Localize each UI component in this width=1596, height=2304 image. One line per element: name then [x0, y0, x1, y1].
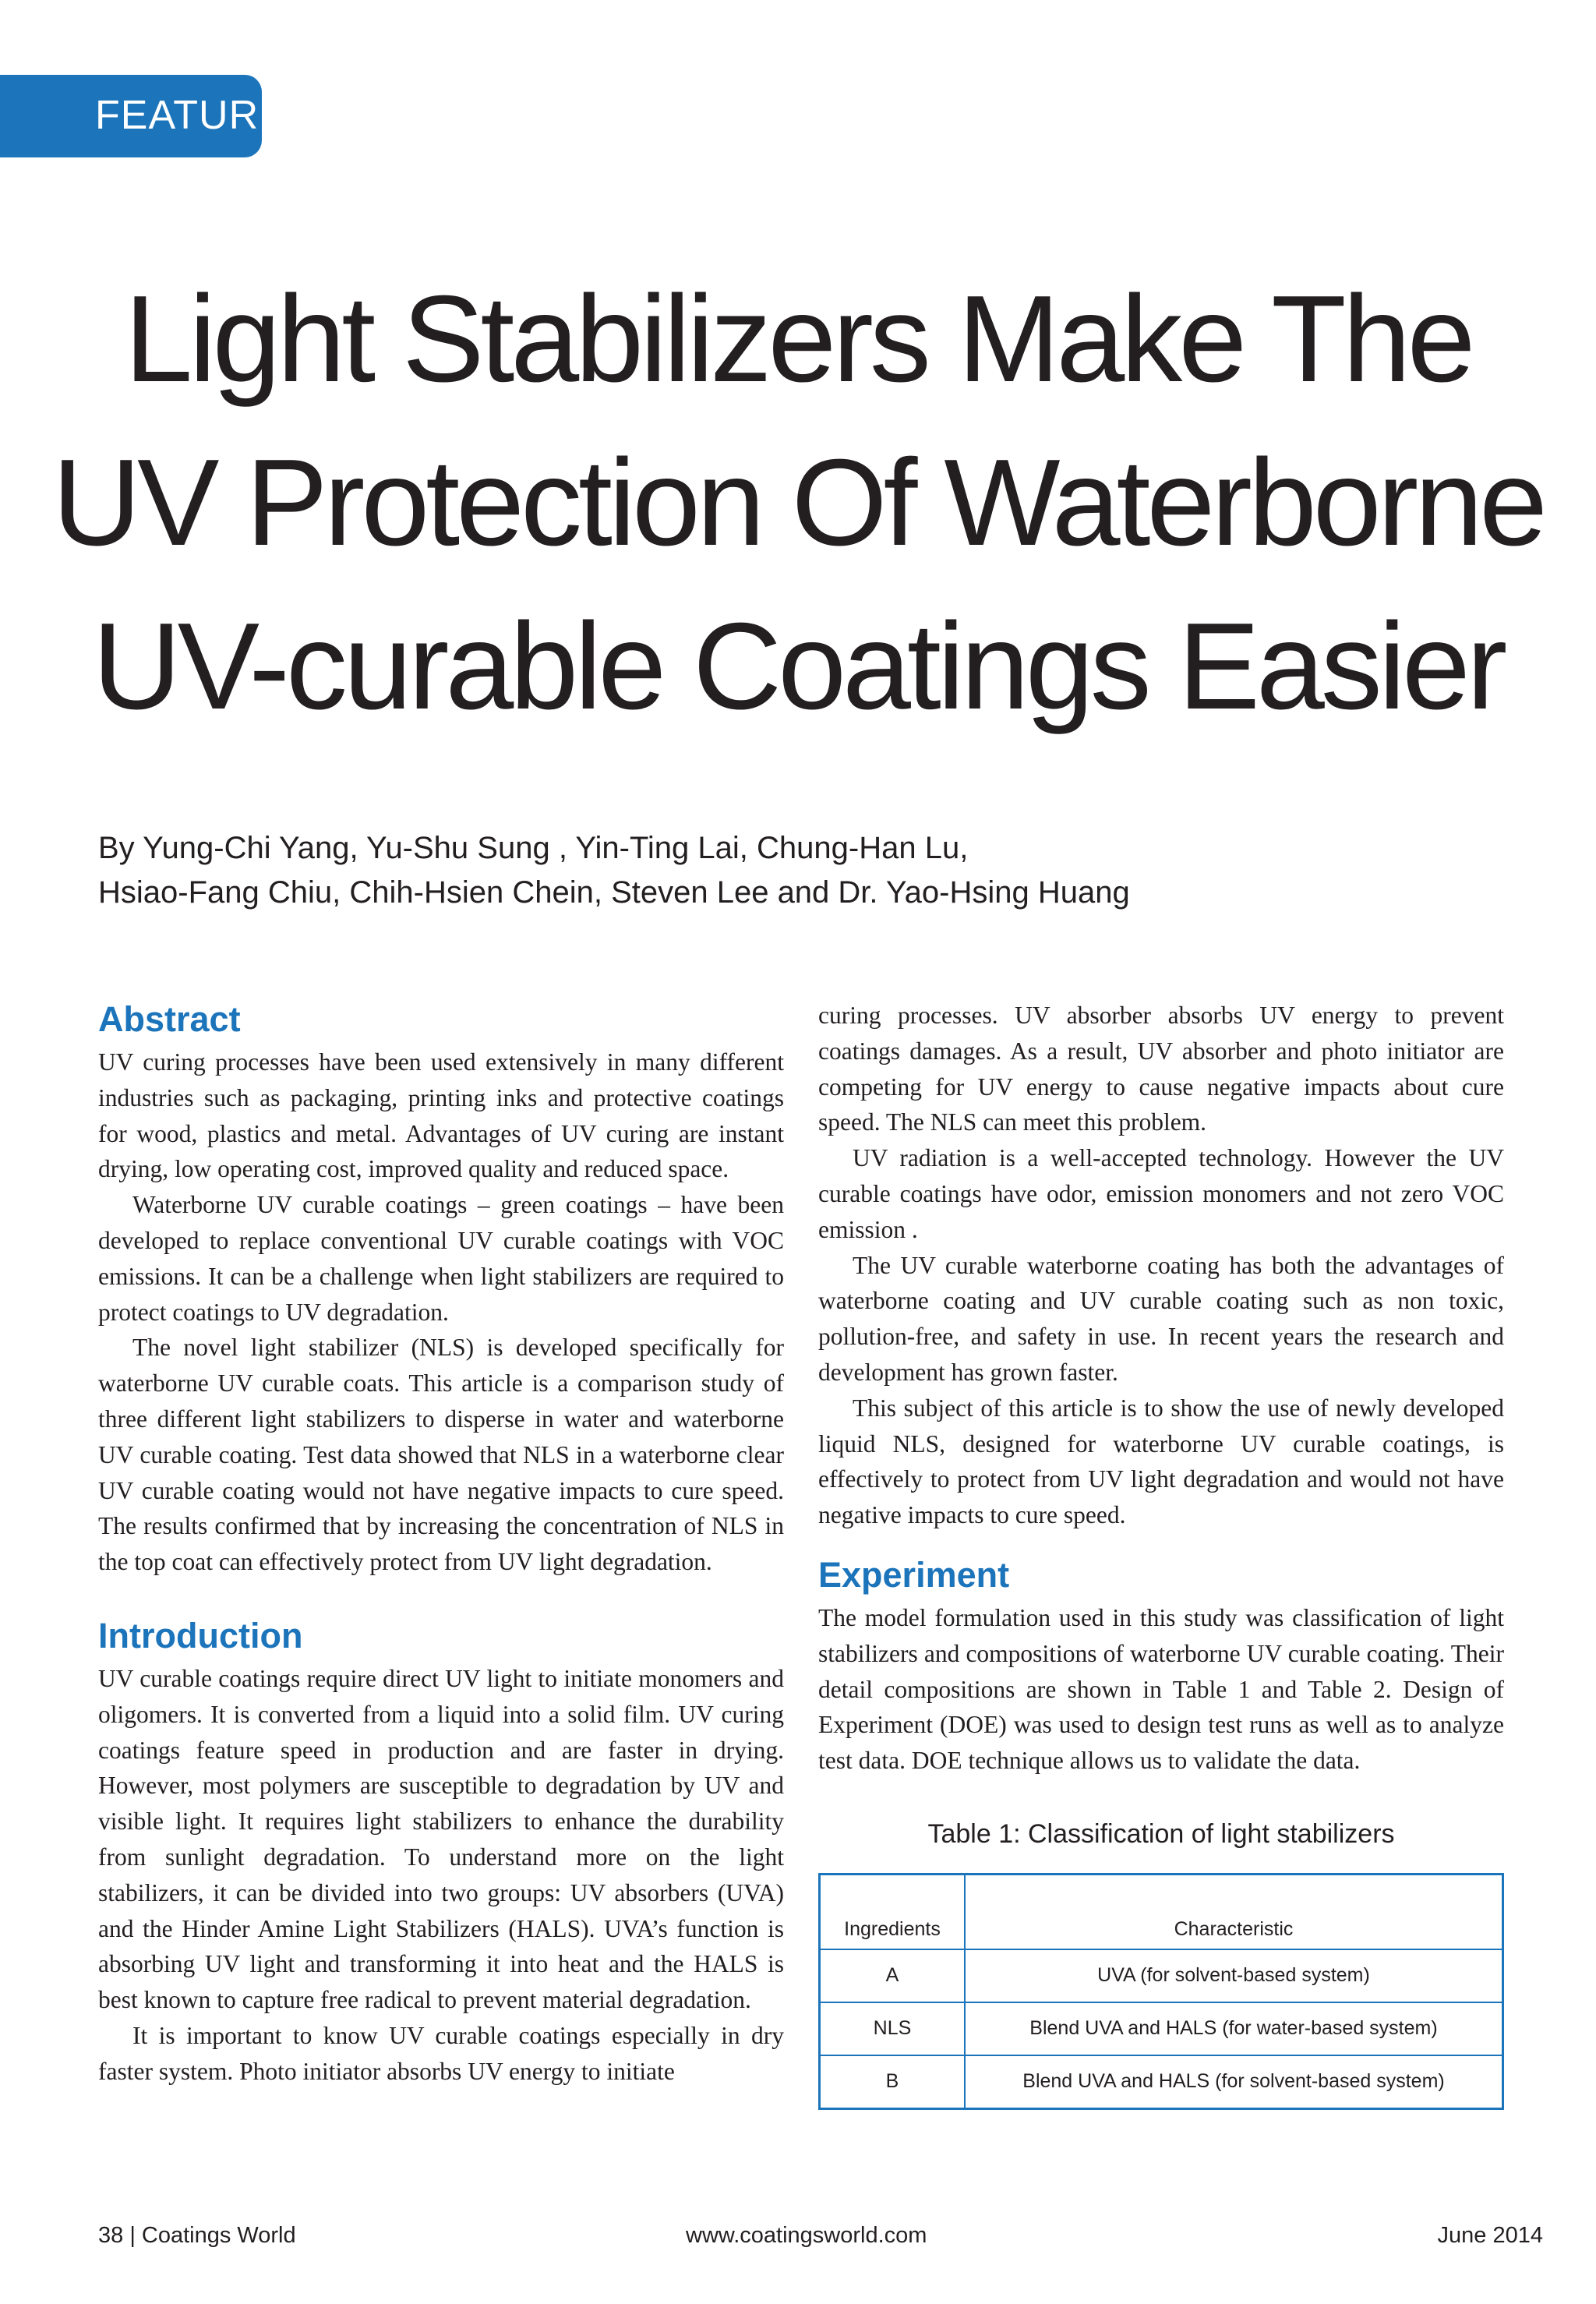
introduction-paragraph-continued: curing processes. UV absorber absorbs UV energy to prevent coatings damages. As a result, UV absorber and photo initiator are competing for UV energy to cause negative impacts about cure speed. The NLS can meet this problem. — [818, 1002, 1504, 1136]
experiment-paragraph: The model formulation used in this study was classification of light stabilizers and compositions of waterborne UV curable coating. Their detail compositions are shown in Table 1 and Table 2. Design of Experiment (DOE) was used to design test runs as well as to analyze test data. DOE technique allows us to validate the data. — [818, 1603, 1504, 1775]
table-header-row — [820, 1874, 1503, 1949]
footer-url: www.coatingsworld.com — [686, 2223, 927, 2248]
introduction-heading: Introduction — [98, 1615, 303, 1656]
byline-line: By Yung-Chi Yang, Yu-Shu Sung , Yin-Ting Lai, Chung-Han Lu, — [98, 831, 969, 865]
abstract-paragraph: UV curing processes have been used extensively in many different industries such as packaging, printing inks and protective coatings for wood, plastics and metal. Advantages of UV curing are instant drying, low operating cost, improved quality and reduced space. — [98, 1048, 784, 1183]
introduction-paragraph: It is important to know UV curable coatings especially in dry faster system. Photo initiator absorbs UV energy to initiate — [98, 2021, 784, 2085]
page-footer — [98, 2223, 1543, 2257]
title-line: UV-curable Coatings Easier — [92, 598, 1504, 735]
section-tag-label: FEATURE — [95, 93, 287, 138]
right-column — [818, 998, 1504, 2110]
classification-table — [818, 1873, 1504, 2110]
table-row — [820, 2055, 1503, 2109]
table-cell: NLS — [820, 2002, 966, 2055]
table-cell: UVA (for solvent-based system) — [965, 1949, 1503, 2002]
byline-line: Hsiao-Fang Chiu, Chih-Hsien Chein, Steven Lee and Dr. Yao-Hsing Huang — [98, 875, 1130, 910]
table-cell: B — [820, 2055, 966, 2109]
introduction-paragraph: UV radiation is a well-accepted technology. However the UV curable coatings have odor, emission monomers and not zero VOC emission . — [818, 1144, 1504, 1243]
abstract-paragraph: Waterborne UV curable coatings – green coatings – have been developed to replace conventional UV curable coatings with VOC emissions. It can be a challenge when light stabilizers are required to protect coatings to UV degradation. — [98, 1191, 784, 1326]
byline — [98, 826, 1423, 915]
introduction-paragraph: The UV curable waterborne coating has both the advantages of waterborne coating and UV curable coating such as non toxic, pollution-free, and safety in use. In recent years the research and development has grown faster. — [818, 1251, 1504, 1386]
introduction-paragraph: This subject of this article is to show the use of newly developed liquid NLS, designed for waterborne UV curable coatings, is effectively to protect from UV light degradation and would not have negative impacts to cure speed. — [818, 1394, 1504, 1529]
abstract-paragraph: The novel light stabilizer (NLS) is developed specifically for waterborne UV curable coats. This article is a comparison study of three different light stabilizers to disperse in water and waterborne UV curable coating. Test data showed that NLS in a waterborne clear UV curable coating would not have negative impacts to cure speed. The results confirmed that by increasing the concentration of NLS in the top coat can effectively protect from UV light degradation. — [98, 1334, 784, 1576]
experiment-heading: Experiment — [818, 1554, 1010, 1595]
section-tag — [0, 75, 287, 157]
table-cell: A — [820, 1949, 966, 2002]
table-row — [820, 2002, 1503, 2055]
introduction-paragraph: UV curable coatings require direct UV light to initiate monomers and oligomers. It is converted from a liquid into a solid film. UV curing coatings feature speed in production and are faster in drying. However, most polymers are susceptible to degradation by UV and visible light. It requires light stabilizers to enhance the durability from sunlight degradation. To understand more on the light stabilizers, it can be divided into two groups: UV absorbers (UVA) and the Hinder Amine Light Stabilizers (HALS). UVA’s function is absorbing UV light and transforming it into heat and the HALS is best known to capture free radical to prevent material degradation. — [98, 1664, 784, 2014]
title-line: Light Stabilizers Make The — [124, 270, 1472, 408]
table-row — [820, 1949, 1503, 2002]
article-title — [0, 257, 1596, 748]
abstract-heading: Abstract — [98, 999, 241, 1039]
footer-date: June 2014 — [1437, 2223, 1543, 2248]
table-caption: Table 1: Classification of light stabilizers — [927, 1818, 1395, 1849]
footer-page-info: 38 | Coatings World — [98, 2223, 296, 2248]
table-cell: Blend UVA and HALS (for water-based system) — [965, 2002, 1503, 2055]
table-cell: Blend UVA and HALS (for solvent-based system) — [965, 2055, 1503, 2109]
left-column — [98, 998, 784, 2090]
table-header-cell: Ingredients — [820, 1874, 966, 1949]
table-header-cell: Characteristic — [965, 1874, 1503, 1949]
title-line: UV Protection Of Waterborne — [52, 434, 1544, 571]
